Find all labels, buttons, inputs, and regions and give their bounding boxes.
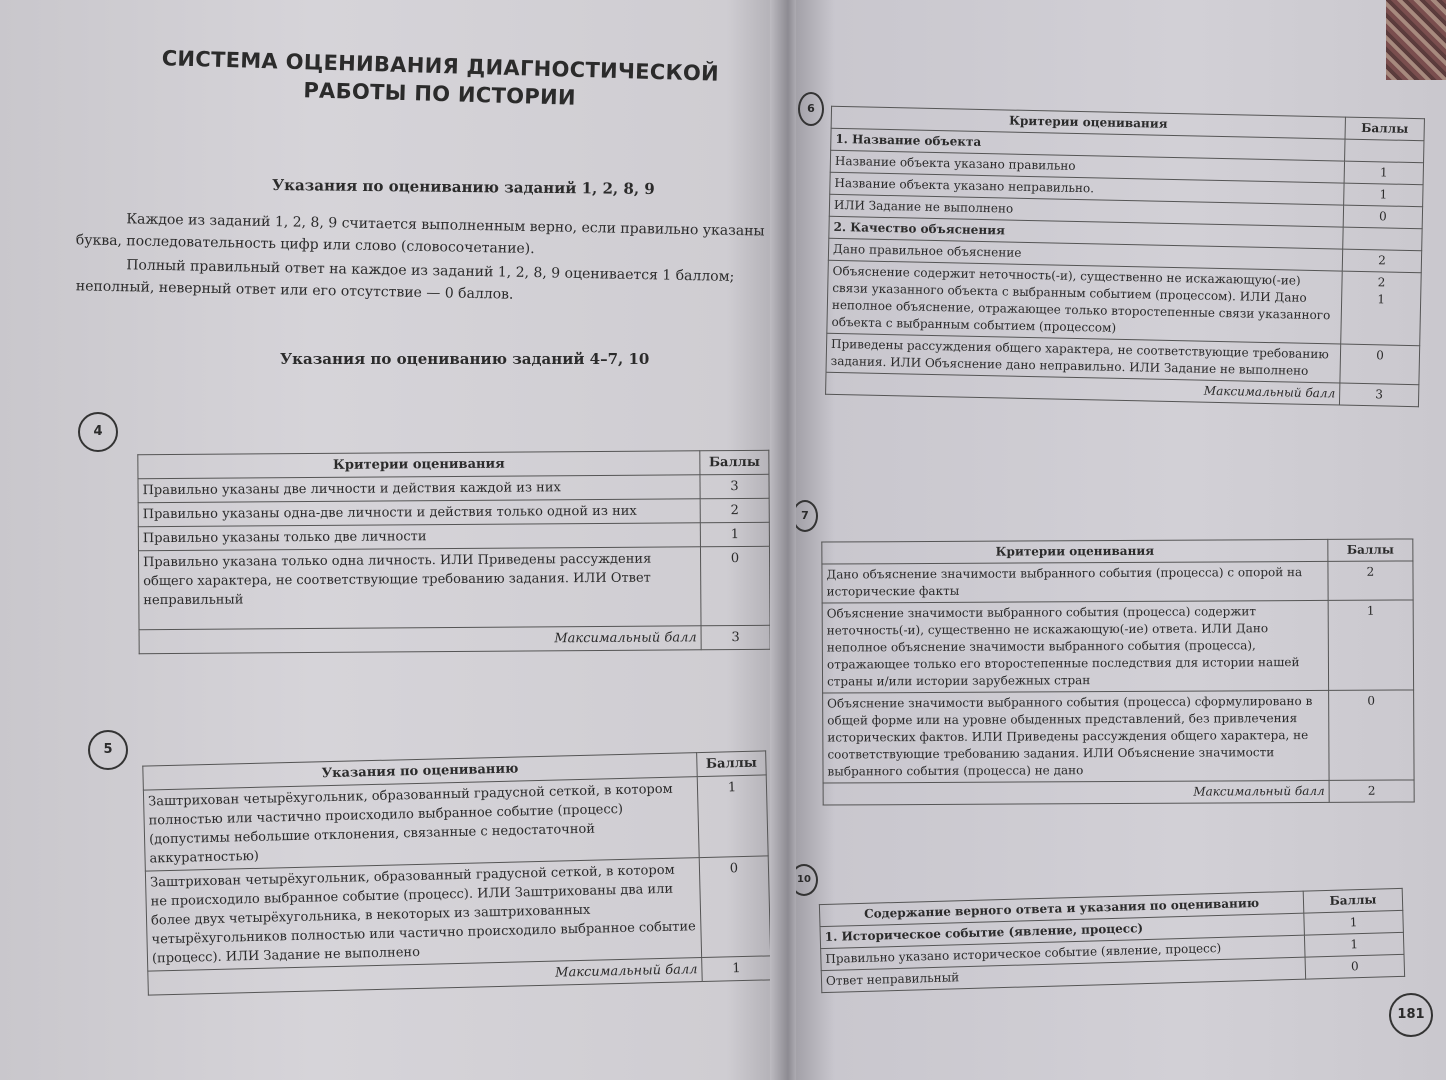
task6-row-text: Дано правильное объяснение	[828, 238, 1342, 271]
task4-row-points: 0	[700, 546, 770, 625]
task4-row-text: Правильно указаны только две личности	[138, 523, 700, 551]
task7-number: 7	[796, 500, 818, 532]
task4-row-points: 3	[700, 474, 769, 498]
task5-max-points: 1	[702, 956, 772, 982]
table-row	[827, 260, 1421, 345]
task10-row-text: Правильно указано историческое событие (явление, процесс)	[821, 935, 1305, 971]
task10-header-criteria: Содержание верного ответа и указания по оцениванию	[819, 891, 1303, 927]
section2-heading: Указания по оцениванию заданий 4–7, 10	[280, 350, 650, 368]
task4-row-text: Правильно указаны одна-две личности и действия только одной из них	[138, 499, 700, 527]
task7-row-points: 1	[1328, 600, 1413, 690]
task4-header-points: Баллы	[700, 450, 769, 474]
task10-table	[819, 888, 1405, 993]
task6-section-2: 2. Качество объяснения	[829, 216, 1343, 249]
task4-header-criteria: Критерии оценивания	[138, 451, 700, 479]
right-page	[796, 0, 1446, 1080]
task5-number: 5	[88, 730, 128, 770]
task6-row-text: Название объекта указано неправильно.	[830, 172, 1344, 205]
task7-row-points: 0	[1329, 690, 1414, 780]
task6-header-points: Баллы	[1345, 117, 1424, 141]
task4-table	[137, 450, 770, 654]
task4-number: 4	[78, 412, 118, 452]
task4-row-points: 2	[700, 498, 769, 522]
task5-row-text: Заштрихован четырёхугольник, образованный градусной сеткой, в котором не происходило выбранное событие (процесс). ИЛИ Заштрихованы два или более двух четырёхугольника, в некоторых из заштрихованных четырёхугольников полностью или частично происходило выбранное событие (процесс). ИЛИ Задание не выполнено	[145, 858, 701, 972]
task7-max-points: 2	[1329, 780, 1414, 802]
task6-max-points: 3	[1339, 383, 1418, 407]
task6-max-label: Максимальный балл	[826, 372, 1340, 405]
task6-row-points	[1341, 271, 1422, 346]
task5-row-points: 0	[699, 856, 770, 958]
task10-row-points: 1	[1304, 932, 1404, 957]
task6-row-text: Объяснение содержит неточность(-и), существенно не искажающую(-ие) связи указанного объекта с выбранным событием (процессом). ИЛИ Дано неполное объяснение, отражающее только второстепенные связи указанного объекта с выбранным событием (процессом)	[827, 260, 1342, 344]
task5-header-points: Баллы	[697, 751, 767, 777]
task4-max-label: Максимальный балл	[139, 626, 701, 654]
task6-row-points: 0	[1340, 344, 1420, 385]
table-row	[143, 775, 768, 871]
task7-row-text: Объяснение значимости выбранного события (процесса) содержит неточность(-и), существенно не искажающую(-ие) ответа. ИЛИ Дано неполное объяснение значимости выбранного события (процесса), отражающее только его второстепенные последствия для истории нашей страны и/или истории зарубежных стран	[822, 600, 1328, 693]
background-fabric	[1386, 0, 1446, 80]
page-number: 181	[1389, 993, 1433, 1037]
task4-row-text: Правильно указана только одна личность. ИЛИ Приведены рассуждения общего характера, не соответствующие требованию задания. ИЛИ Ответ неправильный	[138, 547, 701, 630]
task4-row-points: 1	[700, 522, 769, 546]
task10-section-1: 1. Историческое событие (явление, процесс)	[820, 913, 1304, 949]
task10-row-text: Ответ неправильный	[821, 957, 1305, 993]
table-row	[145, 856, 770, 971]
section1-heading: Указания по оцениванию заданий 1, 2, 8, 9	[271, 175, 655, 199]
section1-paragraph-2: Полный правильный ответ на каждое из заданий 1, 2, 8, 9 оценивается 1 баллом; неполный, неверный ответ или его отсутствие — 0 баллов.	[75, 257, 735, 303]
task6-row-text: ИЛИ Задание не выполнено	[829, 194, 1343, 227]
task6-section-1: 1. Название объекта	[831, 128, 1345, 161]
task6-row-points: 0	[1343, 205, 1422, 229]
task4-row-text: Правильно указаны две личности и действия каждой из них	[138, 475, 700, 503]
task10-number: 10	[796, 864, 818, 896]
task7-row-points: 2	[1328, 561, 1413, 600]
task5-table	[142, 750, 771, 995]
table-row	[138, 546, 770, 629]
task7-header-criteria: Критерии оценивания	[822, 539, 1328, 564]
task7-row-text: Объяснение значимости выбранного события (процесса) сформулировано в общей форме или на уровне обыденных представлений, без привлечения исторических фактов. ИЛИ Приведены рассуждения общего характера, не соответствующие требованию задания. ИЛИ Объяснение значимости выбранного события (процесса) не дано	[823, 690, 1329, 783]
task6-table	[825, 106, 1425, 407]
table-row	[822, 600, 1413, 693]
task6-row-text: Приведены рассуждения общего характера, не соответствующие требованию задания. ИЛИ Объяснение дано неправильно. ИЛИ Задание не выполнено	[826, 333, 1341, 383]
task6-extra-points: 2	[1377, 275, 1386, 290]
task7-header-points: Баллы	[1328, 539, 1413, 561]
task6-number: 6	[798, 92, 824, 126]
task6-row-points: 1	[1344, 183, 1423, 207]
task6-row-points: 1	[1344, 161, 1423, 185]
task6-row-text: Название объекта указано правильно	[830, 150, 1344, 183]
task5-header-criteria: Указания по оцениванию	[143, 753, 697, 791]
task10-section-points: 1	[1304, 910, 1404, 935]
task4-max-points: 3	[701, 625, 770, 649]
task7-max-label: Максимальный балл	[823, 780, 1329, 805]
task6-row-points-value: 1	[1377, 292, 1386, 307]
page-title: СИСТЕМА ОЦЕНИВАНИЯ ДИАГНОСТИЧЕСКОЙ РАБОТЫ ПО ИСТОРИИ	[161, 46, 720, 110]
task10-header-points: Баллы	[1303, 888, 1403, 913]
task7-row-text: Дано объяснение значимости выбранного события (процесса) с опорой на исторические факты	[822, 561, 1328, 603]
task5-row-text: Заштрихован четырёхугольник, образованный градусной сеткой, в котором полностью или частично происходило выбранное событие (процесс) (допустимы небольшие отклонения, связанные с недостаточной аккуратностью)	[143, 777, 699, 872]
task10-row-points: 0	[1305, 954, 1405, 979]
section1-paragraph-1: Каждое из заданий 1, 2, 8, 9 считается выполненным верно, если правильно указаны буква, последовательность цифр или слово (словосочетание).	[75, 211, 765, 258]
task6-row-points: 2	[1342, 249, 1421, 273]
task5-row-points: 1	[697, 775, 768, 858]
task5-max-label: Максимальный балл	[148, 958, 702, 996]
task7-table	[821, 538, 1414, 805]
table-row	[823, 690, 1414, 783]
task6-header-criteria: Критерии оценивания	[831, 106, 1345, 139]
table-row	[822, 561, 1413, 603]
